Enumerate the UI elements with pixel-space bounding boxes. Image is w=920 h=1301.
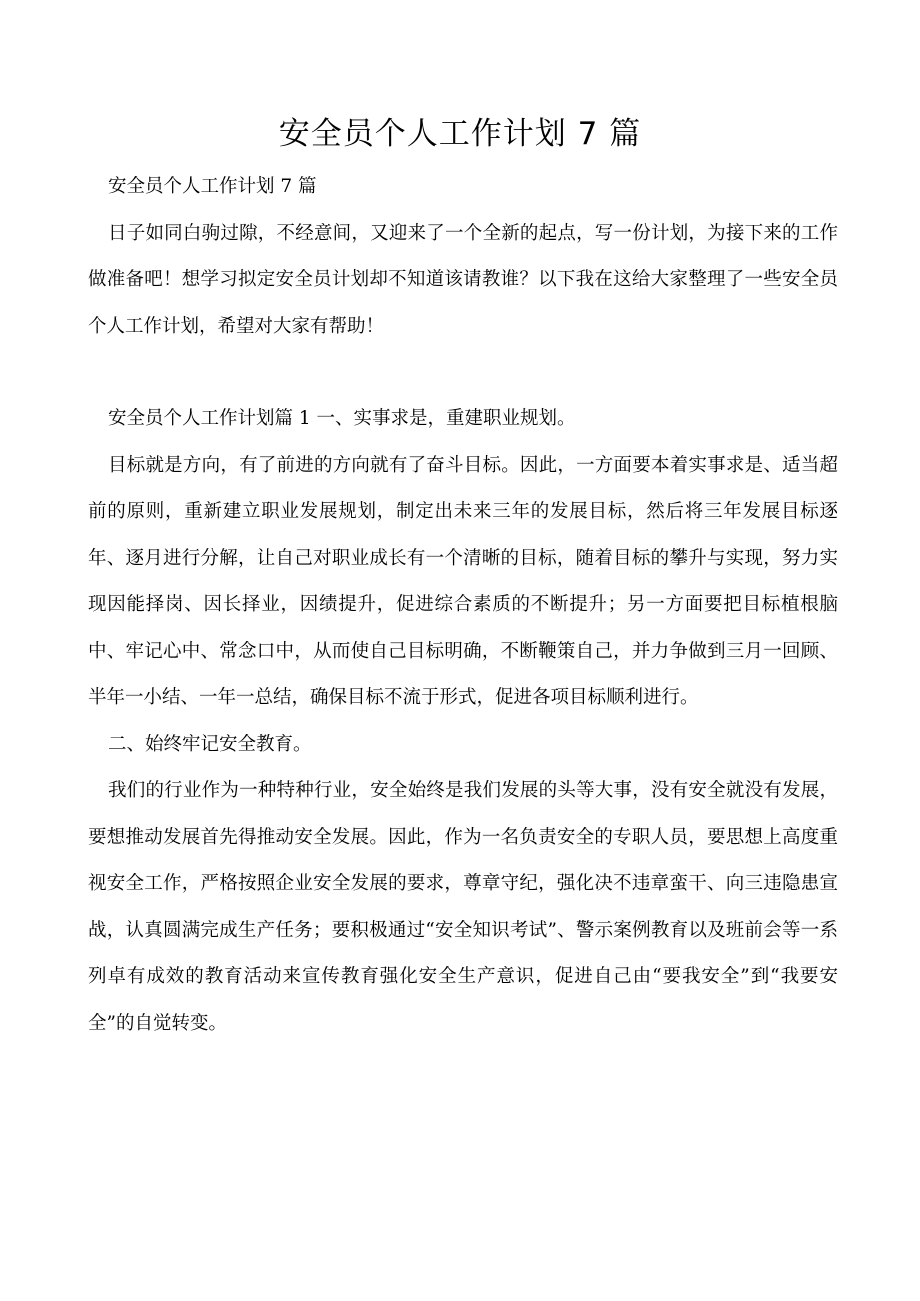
section-2-heading: 二、始终牢记安全教育。 bbox=[108, 733, 312, 755]
document-title: 安全员个人工作计划 7 篇 bbox=[278, 116, 642, 152]
paragraph-spacer bbox=[88, 350, 838, 396]
subtitle-paragraph: 安全员个人工作计划 7 篇 bbox=[108, 176, 317, 197]
intro-paragraph: 日子如同白驹过隙，不经意间，又迎来了一个全新的起点，写一份计划，为接下来的工作做准备吧！想学习拟定安全员计划却不知道该请教谁？以下我在这给大家整理了一些安全员个人工作计划，希望对大家有帮助！ bbox=[88, 222, 838, 337]
section-1-heading: 安全员个人工作计划篇 1 一、实事求是，重建职业规划。 bbox=[108, 408, 576, 429]
document-body bbox=[88, 164, 838, 1047]
section-2-paragraph: 我们的行业作为一种特种行业，安全始终是我们发展的头等大事，没有安全就没有发展，要想推动发展首先得推动安全发展。因此，作为一名负责安全的专职人员，要思想上高度重视安全工作，严格按照企业安全发展的要求，尊章守纪，强化决不违章蛮干、向三违隐患宣战，认真圆满完成生产任务；要积极通过“安全知识考试”、警示案例教育以及班前会等一系列卓有成效的教育活动来宣传教育强化安全生产意识，促进自己由“要我安全”到“我要安全”的自觉转变。 bbox=[88, 780, 838, 1034]
section-1-paragraph: 目标就是方向，有了前进的方向就有了奋斗目标。因此，一方面要本着实事求是、适当超前的原则，重新建立职业发展规划，制定出未来三年的发展目标，然后将三年发展目标逐年、逐月进行分解，让自己对职业成长有一个清晰的目标，随着目标的攀升与实现，努力实现因能择岗、因长择业，因绩提升，促进综合素质的不断提升；另一方面要把目标植根脑中、牢记心中、常念口中，从而使自己目标明确，不断鞭策自己，并力争做到三月一回顾、半年一小结、一年一总结，确保目标不流于形式，促进各项目标顺利进行。 bbox=[88, 454, 838, 708]
